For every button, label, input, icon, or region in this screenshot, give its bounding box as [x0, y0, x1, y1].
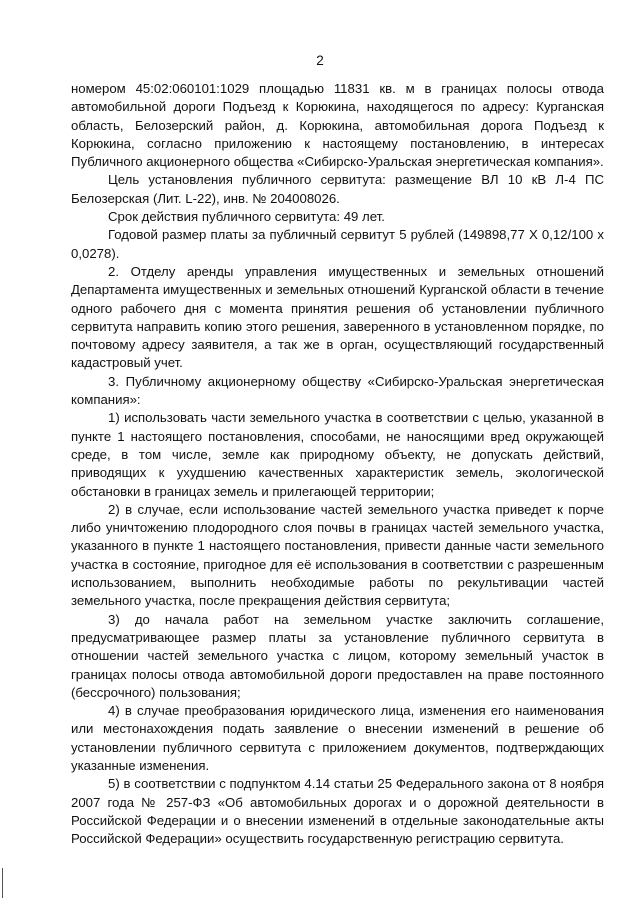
paragraph-item-3: 3. Публичному акционерному обществу «Сибирско-Уральская энергетическая компания»: — [71, 373, 604, 408]
paragraph-annual-fee: Годовой размер платы за публичный сервитут 5 рублей (149898,77 Х 0,12/100 х 0,0278). — [71, 227, 604, 261]
paragraph-servitude-purpose: Цель установления публичного сервитута: размещение ВЛ 10 кВ Л-4 ПС Белозерская (Лит. L-22), инв. № 204008026. — [71, 172, 604, 206]
page-number: 2 — [316, 53, 324, 68]
paragraph-land-plot: номером 45:02:060101:1029 площадью 11831 кв. м в границах полосы отвода автомобильной дороги Подъезд к Корюкина, находящегося по адресу: Курганская область, Белозерский район, д. Корюкина, автомобильная дорога Подъезд к Корюкина, согласно приложению к настоящему постановлению, в интересах Публичного акционерного общества «Сибирско-Уральская энергетическая компания». — [71, 81, 604, 170]
paragraph-servitude-term: Срок действия публичного сервитута: 49 лет. — [108, 209, 385, 225]
paragraph-subitem-4: 4) в случае преобразования юридического лица, изменения его наименования или местонахождения подать заявление о внесении изменений в решение об установлении публичного сервитута с приложением документов, подтверждающих указанные изменения. — [71, 703, 604, 773]
paragraph-item-2: 2. Отделу аренды управления имущественных и земельных отношений Департамента имущественных и земельных отношений Курганской области в течение одного рабочего дня с момента принятия решения об установлении публичного сервитута направить копию этого решения, заверенного в установленном порядке, по почтовому адресу заявителя, а так же в орган, осуществляющий государственный кадастровый учет. — [71, 263, 604, 371]
document-body — [71, 80, 604, 848]
paragraph-subitem-5: 5) в соответствии с подпунктом 4.14 статьи 25 Федерального закона от 8 ноября 2007 года № 257-ФЗ «Об автомобильных дорогах и о дорожной деятельности в Российской Федерации и о внесении изменений в отдельные законодательные акты Российской Федерации» осуществить государственную регистрацию сервитута. — [71, 776, 604, 847]
paragraph-subitem-1: 1) использовать части земельного участка в соответствии с целью, указанной в пункте 1 настоящего постановления, способами, не наносящими вред окружающей среде, в том числе, земле как природному объекту, не допускать действий, приводящих к ухудшению качественных характеристик земель, экологической обстановки в границах земель и прилегающей территории; — [71, 410, 604, 499]
paragraph-subitem-2: 2) в случае, если использование частей земельного участка приведет к порче либо уничтожению плодородного слоя почвы в границах частей земельного участка, указанного в пункте 1 настоящего постановления, привести данные части земельного участка в состояние, пригодное для её использования в соответствии с разрешенным использованием, выполнить необходимые работы по рекультивации частей земельного участка, после прекращения действия сервитута; — [71, 501, 604, 609]
scan-edge-mark — [2, 868, 3, 898]
paragraph-subitem-3: 3) до начала работ на земельном участке заключить соглашение, предусматривающее размер платы за установление публичного сервитута в отношении частей земельного участка с лицом, которому земельный участок в границах полосы отвода автомобильной дороги предоставлен на праве постоянного (бессрочного) пользования; — [71, 611, 604, 700]
